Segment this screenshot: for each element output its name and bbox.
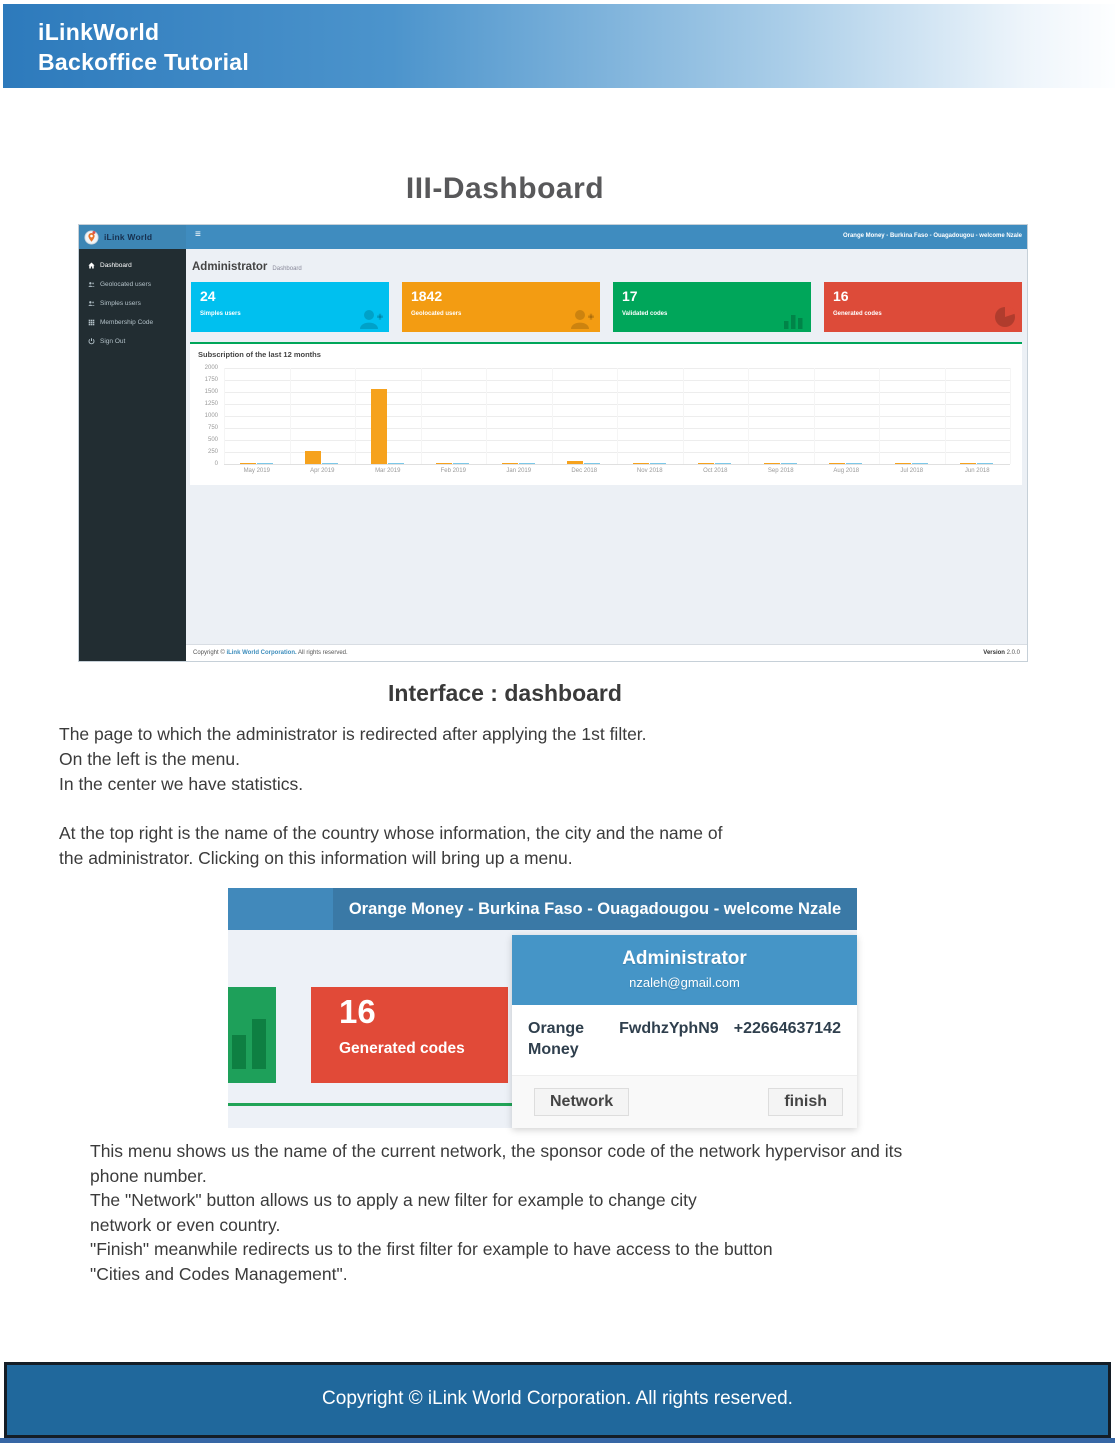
paragraph-line: The "Network" button allows us to apply a new filter for example to change city xyxy=(90,1190,697,1210)
paragraph-line: network or even country. xyxy=(90,1214,281,1235)
page-footer-text: Copyright © iLink World Corporation. All rights reserved. xyxy=(322,1388,793,1409)
sidebar xyxy=(79,249,186,661)
network-button[interactable]: Network xyxy=(534,1088,629,1116)
user-dropdown-menu xyxy=(512,935,857,1128)
paragraph-line: In the center we have statistics. xyxy=(59,774,304,794)
paragraph-line: On the left is the menu. xyxy=(59,749,240,769)
version-info xyxy=(983,650,1020,656)
dashboard-screenshot xyxy=(78,224,1028,662)
stat-label: Simples users xyxy=(200,311,241,317)
paragraph-line: phone number. xyxy=(90,1165,207,1186)
navbar-plain-segment xyxy=(228,888,333,930)
bar-chart-icon xyxy=(252,1019,266,1069)
sidebar-item-membership-code[interactable] xyxy=(79,313,186,332)
home-icon xyxy=(88,262,95,269)
grid-icon xyxy=(88,319,95,326)
stat-label: Validated codes xyxy=(622,311,668,317)
header-line1: iLinkWorld xyxy=(38,19,160,45)
stat-card-simples-users xyxy=(191,282,389,332)
header-line2: Backoffice Tutorial xyxy=(38,49,250,75)
stat-label: Generated codes xyxy=(339,1040,465,1057)
chart-panel xyxy=(190,342,1022,485)
paragraph-line: At the top right is the name of the country whose information, the city and the name of xyxy=(59,823,723,843)
panel-top-border xyxy=(228,1103,512,1106)
dropdown-body xyxy=(512,1005,857,1075)
paragraph-1 xyxy=(59,722,647,797)
dashboard-content xyxy=(186,249,1027,661)
bar-chart-icon xyxy=(232,1035,246,1069)
sidebar-item-label: Dashboard xyxy=(100,262,132,269)
network-name: Orange Money xyxy=(528,1020,585,1058)
breadcrumb: Dashboard xyxy=(272,266,302,272)
version-label: Version xyxy=(983,650,1005,656)
page-title: III-Dashboard xyxy=(405,172,605,205)
dropdown-footer xyxy=(512,1075,857,1128)
power-icon xyxy=(88,338,95,345)
corporation-link[interactable]: iLink World Corporation. xyxy=(226,650,297,656)
stat-label: Generated codes xyxy=(833,311,882,317)
paragraph-line: This menu shows us the name of the current network, the sponsor code of the network hypervisor and its xyxy=(90,1141,903,1161)
brand-name: iLink World xyxy=(104,232,153,242)
stat-card-validated-codes xyxy=(613,282,811,332)
sidebar-item-label: Sign Out xyxy=(100,338,126,345)
users-icon xyxy=(88,300,95,307)
sidebar-item-label: Membership Code xyxy=(100,319,154,326)
copyright-suffix: All rights reserved. xyxy=(296,650,348,656)
dashboard-topbar xyxy=(79,225,1027,249)
paragraph-line: the administrator. Clicking on this information will bring up a menu. xyxy=(59,848,573,868)
version-value: 2.0.0 xyxy=(1006,650,1020,656)
stat-value: 16 xyxy=(339,993,376,1030)
paragraph-line: The page to which the administrator is redirected after applying the 1st filter. xyxy=(59,724,647,744)
dashboard-footer xyxy=(186,644,1027,661)
sponsor-code: FwdhzYphN9 xyxy=(619,1020,719,1037)
page-footer xyxy=(4,1362,1111,1438)
sidebar-item-label: Simples users xyxy=(100,300,141,307)
page-heading: Administrator xyxy=(192,261,268,273)
globe-pin-icon xyxy=(84,230,99,245)
stat-label: Geolocated users xyxy=(411,311,462,317)
sidebar-toggle-icon[interactable]: ≡ xyxy=(195,229,201,240)
brand-logo[interactable] xyxy=(79,225,186,249)
sidebar-item-dashboard[interactable] xyxy=(79,256,186,275)
stat-value: 17 xyxy=(622,288,638,304)
bottom-strip xyxy=(0,1438,1115,1443)
user-menu-screenshot xyxy=(228,888,857,1128)
sidebar-item-sign-out[interactable] xyxy=(79,332,186,351)
stat-card-generated-codes xyxy=(824,282,1022,332)
page-header xyxy=(3,4,1115,88)
dropdown-header xyxy=(512,935,857,1005)
pie-chart-icon xyxy=(993,305,1017,329)
user-menu-trigger[interactable]: Orange Money - Burkina Faso - Ouagadougou - welcome Nzale xyxy=(333,888,857,930)
chart-title: Subscription of the last 12 months xyxy=(198,350,321,359)
user-plus-icon xyxy=(568,308,595,329)
paragraph-2 xyxy=(59,821,722,871)
copyright-prefix: Copyright © xyxy=(193,650,227,656)
section-subtitle: Interface : dashboard xyxy=(388,680,622,706)
finish-button[interactable]: finish xyxy=(768,1088,843,1116)
phone-number: +22664637142 xyxy=(733,1020,841,1037)
stat-value: 16 xyxy=(833,288,849,304)
dropdown-user-title: Administrator xyxy=(622,948,747,969)
user-plus-icon xyxy=(357,308,384,329)
navbar-ribbon xyxy=(228,888,857,930)
navbar xyxy=(186,225,1027,249)
subscriptions-bar-chart: 2000 1750 1500 1250 1000 750 500 250 0 May 2019 Apr 2019 Mar 2019 Feb 2019 Jan 2019 Dec 2018 Nov 2018 Oct 2018 Sep 2018 Aug 2018 Jul 2018 Jun 2018 xyxy=(198,362,1014,484)
stat-card-geolocated-users xyxy=(402,282,600,332)
paragraph-line: "Finish" meanwhile redirects us to the first filter for example to have access to the button xyxy=(90,1239,773,1259)
stat-card-generated-codes xyxy=(311,987,508,1083)
paragraph-3 xyxy=(90,1139,902,1286)
user-menu-trigger[interactable]: Orange Money - Burkina Faso - Ouagadougou - welcome Nzale xyxy=(842,233,1022,239)
sidebar-item-simples-users[interactable] xyxy=(79,294,186,313)
bar-chart-icon xyxy=(782,309,806,329)
dropdown-user-email: nzaleh@gmail.com xyxy=(629,975,740,990)
stat-cards xyxy=(186,275,1027,332)
stat-value: 1842 xyxy=(411,288,443,304)
paragraph-line: "Cities and Codes Management". xyxy=(90,1263,348,1284)
content-heading xyxy=(186,249,1027,275)
users-icon xyxy=(88,281,95,288)
stat-value: 24 xyxy=(200,288,216,304)
stat-card-validated-codes-partial xyxy=(228,987,276,1083)
sidebar-item-geolocated-users[interactable] xyxy=(79,275,186,294)
sidebar-item-label: Geolocated users xyxy=(100,281,151,288)
